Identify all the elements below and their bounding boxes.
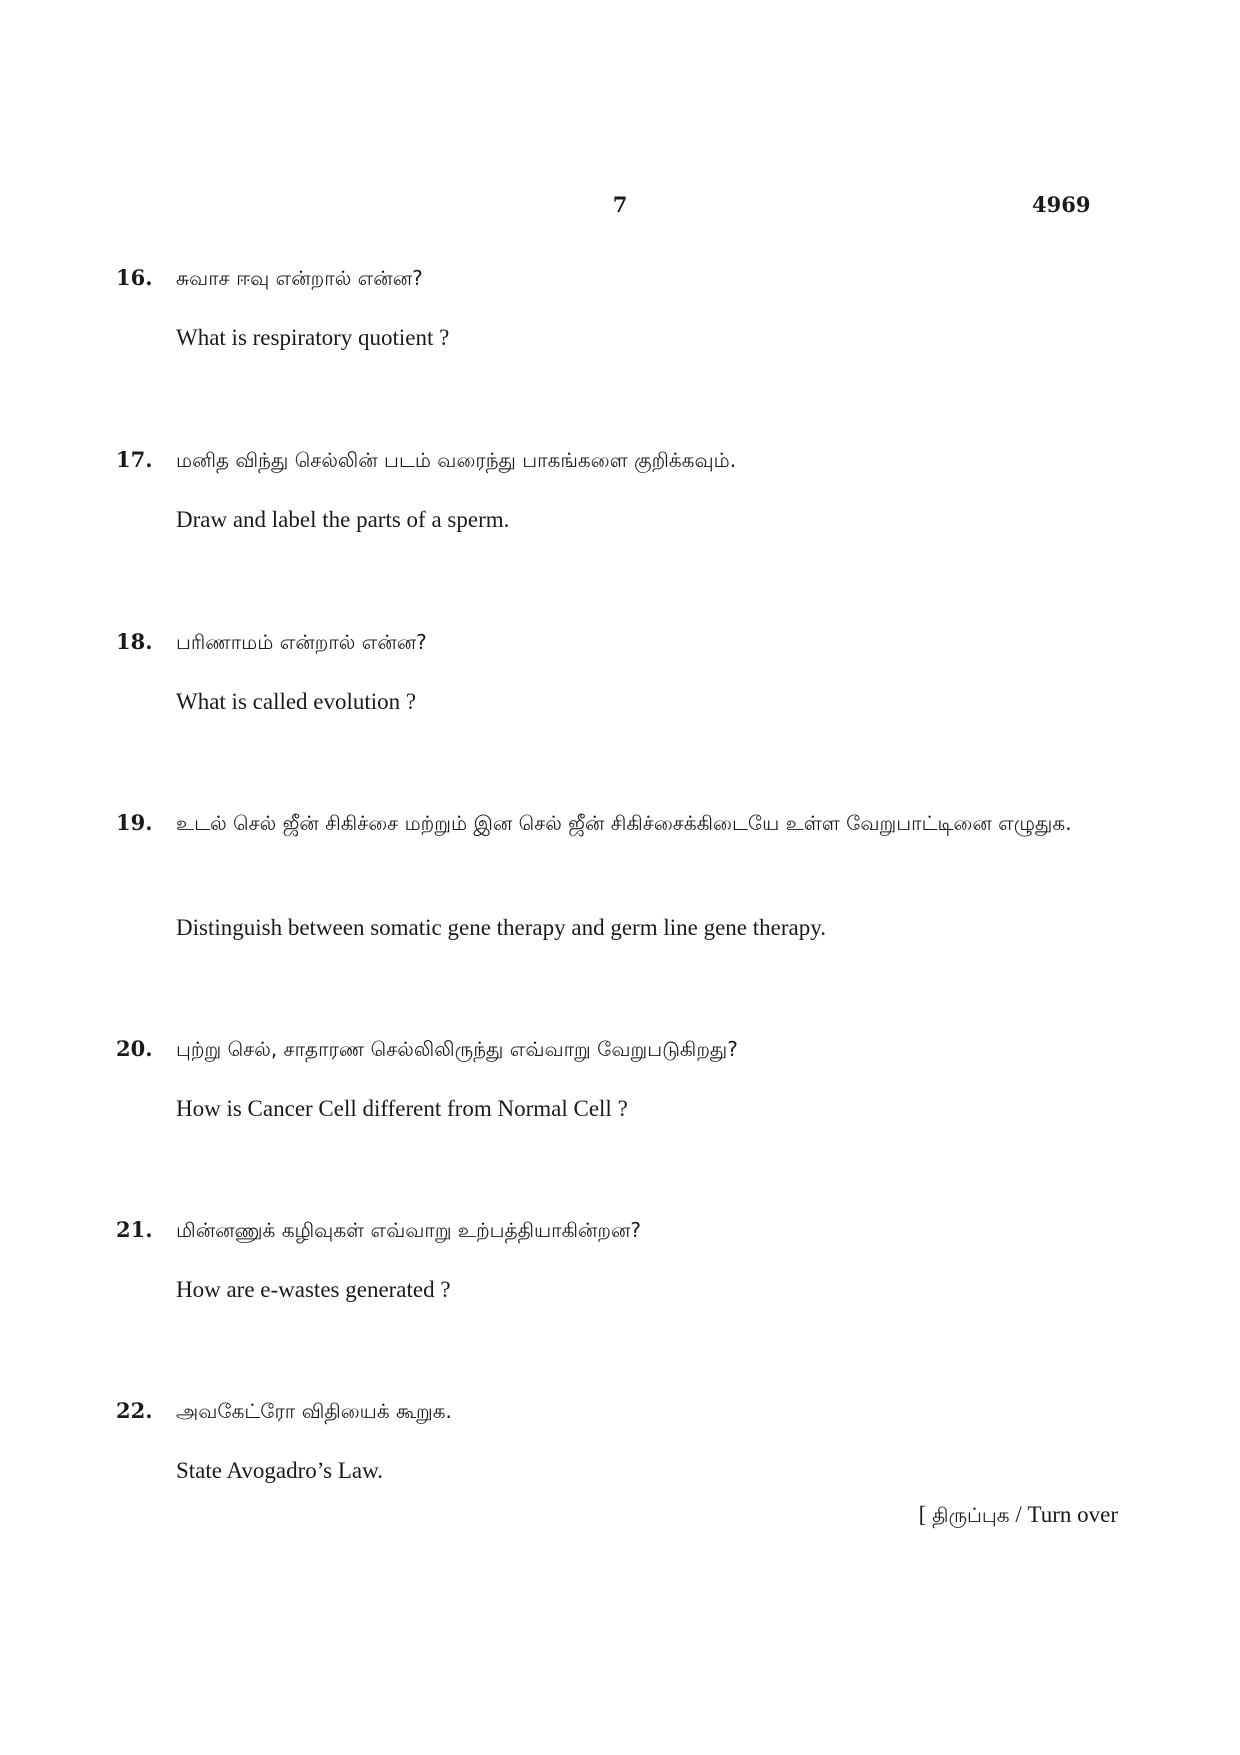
- question-text-english: Distinguish between somatic gene therapy and germ line gene therapy.: [176, 915, 826, 940]
- question-text-english: What is called evolution ?: [176, 689, 417, 714]
- question-text-english: State Avogadro’s Law.: [176, 1458, 383, 1483]
- question-text-tamil: அவகேட்ரோ விதியைக் கூறுக.: [176, 1399, 452, 1423]
- question-text-english: How is Cancer Cell different from Normal Cell ?: [176, 1096, 628, 1121]
- question-text-tamil: மனித விந்து செல்லின் படம் வரைந்து பாகங்களை குறிக்கவும்.: [176, 448, 737, 472]
- turn-over-tamil: திருப்புக: [932, 1503, 1010, 1527]
- question-text-tamil: மின்னணுக் கழிவுகள் எவ்வாறு உற்பத்தியாகின்றன?: [176, 1218, 641, 1242]
- turn-over-separator: /: [1009, 1502, 1028, 1527]
- question-number: 19.: [116, 810, 153, 835]
- page-number: 7: [612, 192, 628, 217]
- question-text-tamil: புற்று செல், சாதாரண செல்லிலிருந்து எவ்வாறு வேறுபடுகிறது?: [176, 1037, 738, 1061]
- question-number: 22.: [116, 1398, 153, 1423]
- question-number: 20.: [116, 1036, 153, 1061]
- question-number: 17.: [116, 447, 153, 472]
- question-text-tamil: உடல் செல் ஜீன் சிகிச்சை மற்றும் இன செல் ஜீன் சிகிச்சைக்கிடையே உள்ள வேறுபாட்டினை எழுதுக.: [176, 811, 1072, 835]
- question-text-english: Draw and label the parts of a sperm.: [176, 507, 510, 532]
- question-text-tamil: சுவாச ஈவு என்றால் என்ன?: [176, 266, 423, 290]
- question-text-english: How are e-wastes generated ?: [176, 1277, 451, 1302]
- turn-over-english: Turn over: [1027, 1502, 1118, 1527]
- paper-code: 4969: [1032, 192, 1091, 217]
- turn-over-bracket: [: [918, 1502, 933, 1527]
- question-number: 16.: [116, 265, 153, 290]
- question-text-tamil: பரிணாமம் என்றால் என்ன?: [176, 630, 427, 654]
- question-number: 21.: [116, 1217, 153, 1242]
- turn-over-note: [919, 1502, 1118, 1530]
- question-number: 18.: [116, 629, 153, 654]
- question-text-english: What is respiratory quotient ?: [176, 325, 450, 350]
